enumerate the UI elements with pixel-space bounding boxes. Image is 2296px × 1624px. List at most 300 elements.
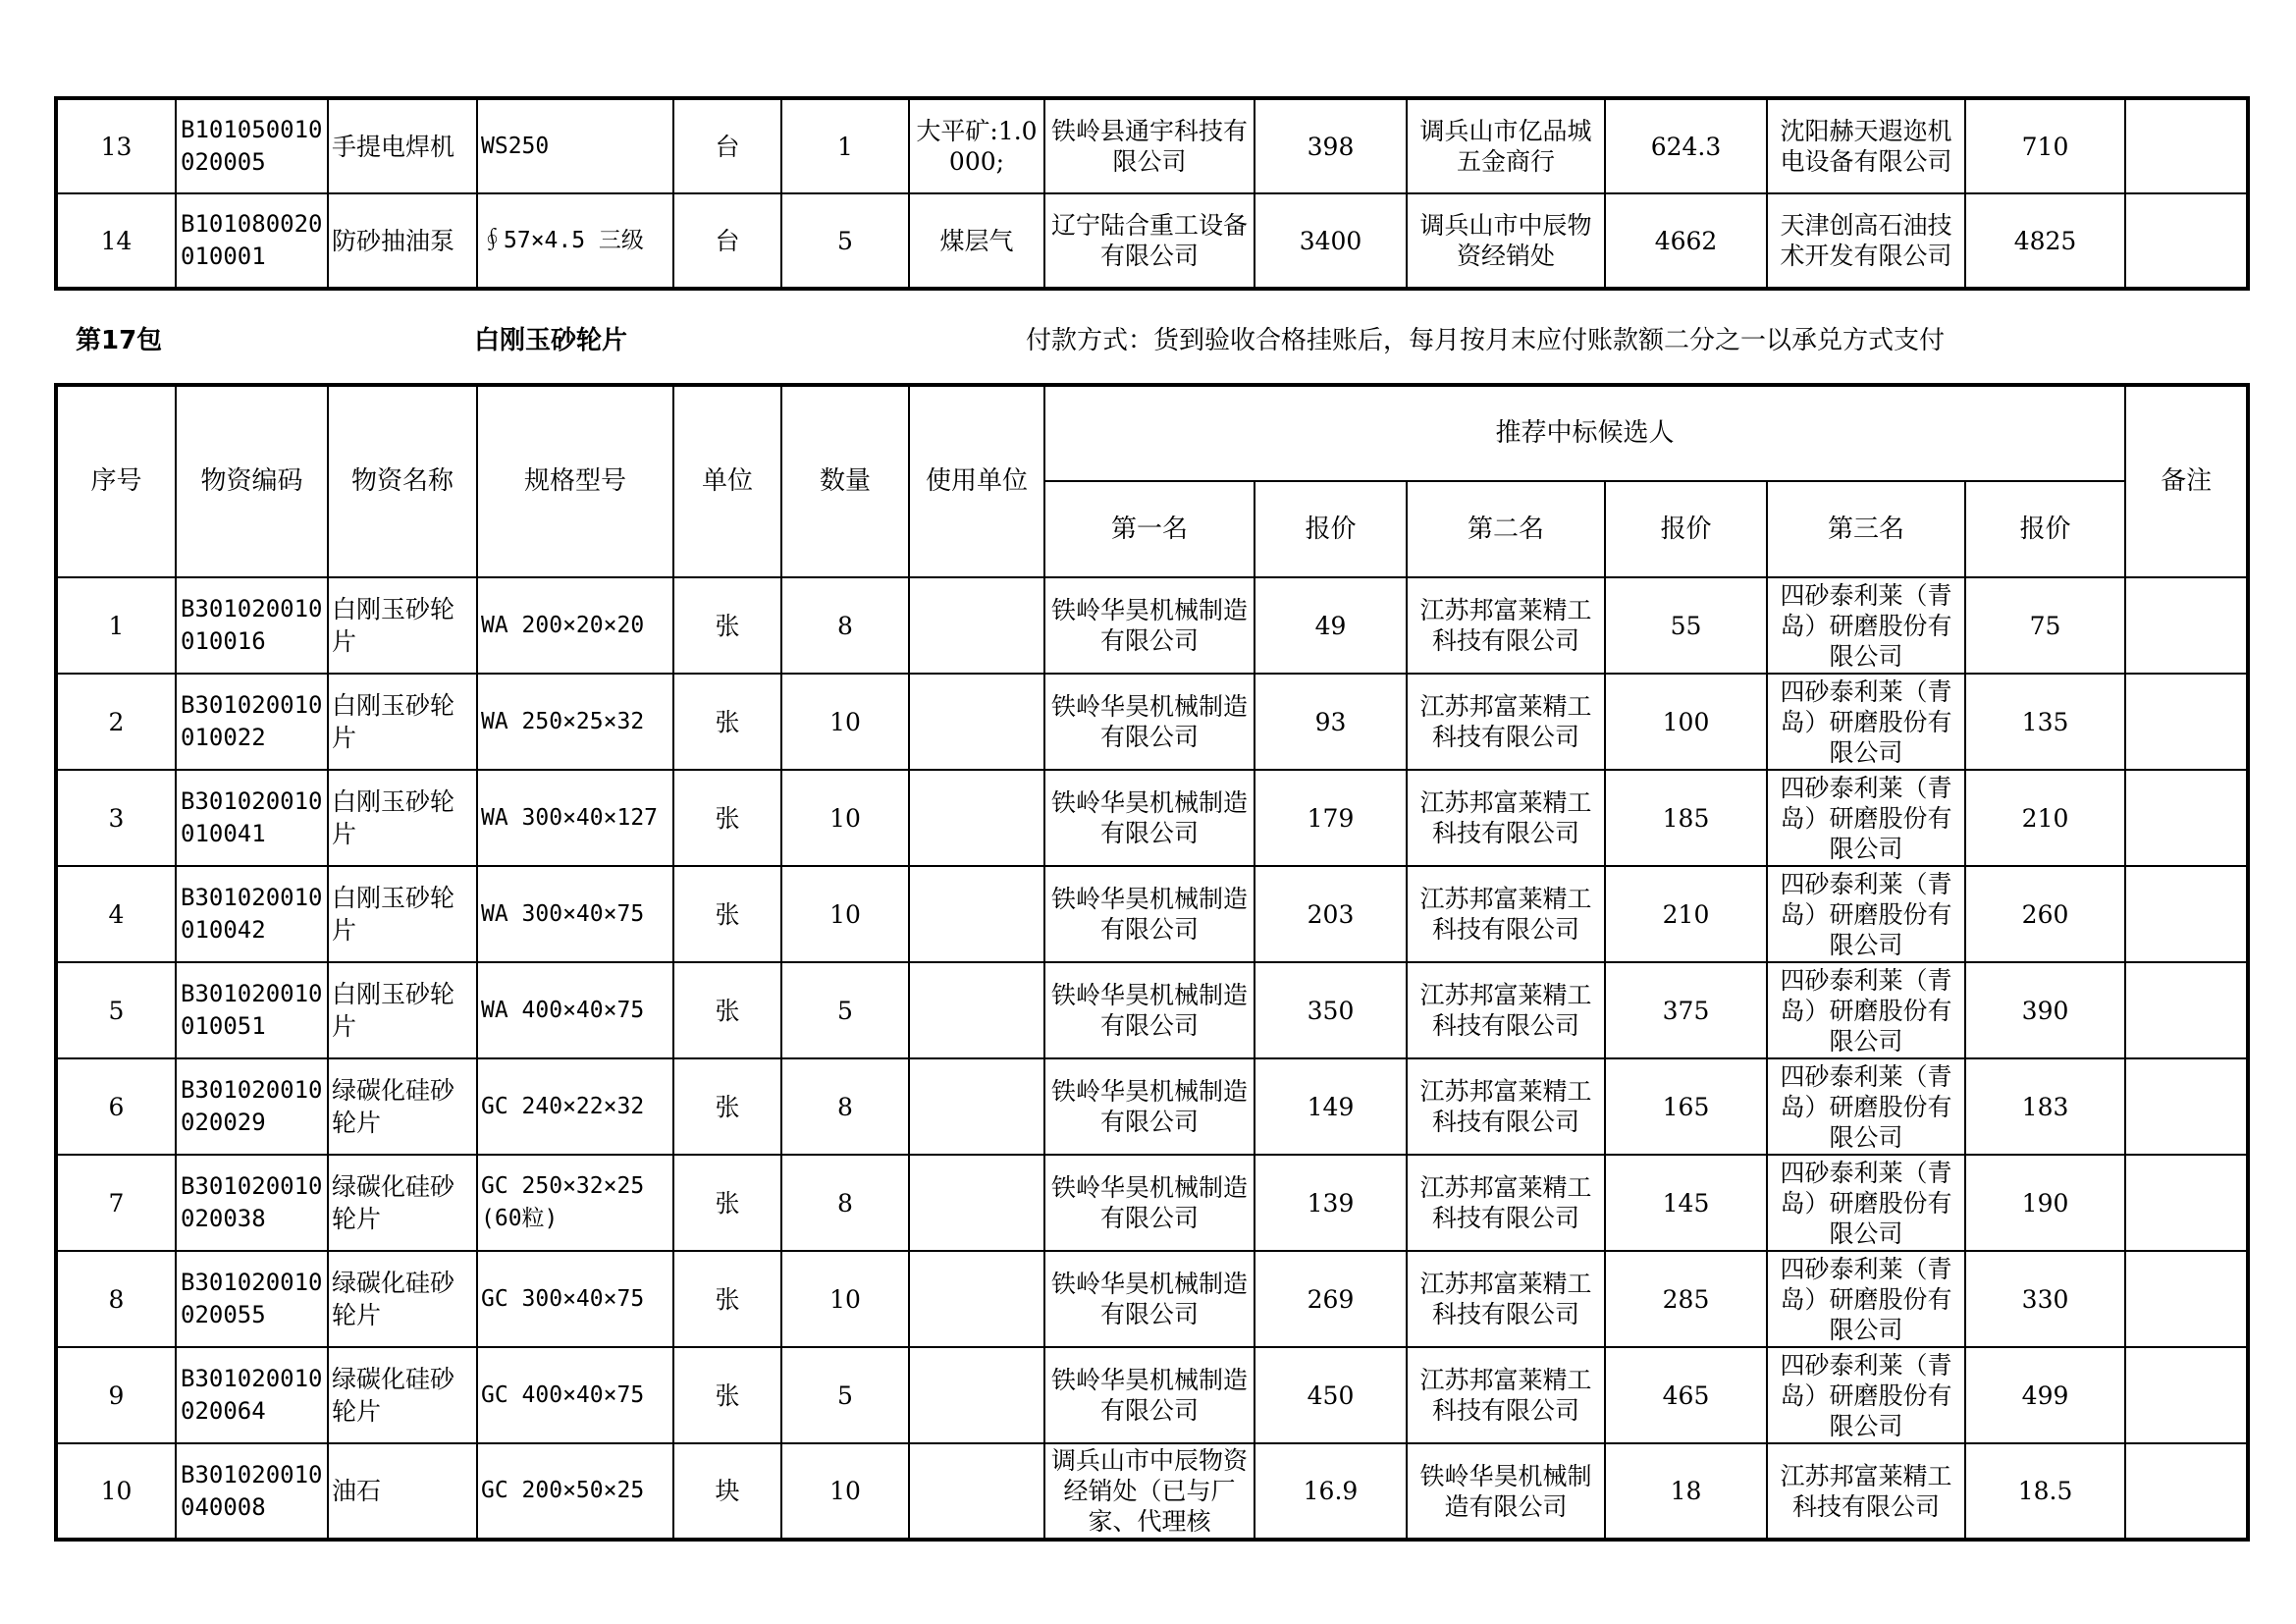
cell-second-candidate-text: 江苏邦富莱精工科技有限公司 <box>1419 692 1592 751</box>
cell-qty <box>781 1443 909 1540</box>
cell-first-candidate <box>1044 98 1255 193</box>
cell-user-text: 煤层气 <box>939 226 1014 255</box>
table-row <box>56 98 2248 193</box>
cell-note <box>2125 866 2248 962</box>
cell-spec-text: WA 200×20×20 <box>481 612 645 638</box>
col-header-first: 第一名 <box>1044 481 1255 577</box>
cell-price-2 <box>1605 674 1767 770</box>
cell-name <box>328 577 477 674</box>
cell-price-3 <box>1965 770 2125 866</box>
cell-code <box>176 1251 328 1347</box>
cell-spec <box>477 674 673 770</box>
cell-price-1 <box>1255 193 1407 289</box>
cell-price-1-text: 398 <box>1307 132 1355 161</box>
cell-third-candidate <box>1767 866 1965 962</box>
cell-second-candidate <box>1407 674 1605 770</box>
cell-third-candidate <box>1767 1251 1965 1347</box>
col-header-third: 第三名 <box>1767 481 1965 577</box>
cell-spec-text: GC 250×32×25(60粒) <box>481 1173 645 1231</box>
cell-name <box>328 193 477 289</box>
cell-qty-text: 10 <box>829 1284 861 1314</box>
cell-first-candidate-text: 铁岭华昊机械制造有限公司 <box>1050 981 1248 1040</box>
cell-unit-text: 张 <box>715 611 740 640</box>
cell-price-3-text: 390 <box>2021 996 2069 1025</box>
cell-code-text: B301020010020029 <box>181 1076 323 1136</box>
cell-first-candidate-text: 铁岭华昊机械制造有限公司 <box>1050 692 1248 751</box>
cell-spec-text: WS250 <box>481 133 550 159</box>
cell-spec-text: GC 400×40×75 <box>481 1381 645 1408</box>
cell-no <box>56 1155 176 1251</box>
cell-unit-text: 张 <box>715 1188 740 1218</box>
cell-note <box>2125 674 2248 770</box>
table-row <box>56 193 2248 289</box>
cell-price-2 <box>1605 1347 1767 1443</box>
cell-first-candidate <box>1044 1443 1255 1540</box>
cell-price-2 <box>1605 1251 1767 1347</box>
cell-no <box>56 98 176 193</box>
col-header-no: 序号 <box>56 385 176 577</box>
cell-name-text: 防砂抽油泵 <box>332 226 455 255</box>
table-row <box>56 962 2248 1058</box>
cell-price-3 <box>1965 1058 2125 1155</box>
cell-unit-text: 张 <box>715 707 740 736</box>
cell-unit <box>673 1155 781 1251</box>
cell-price-1 <box>1255 1058 1407 1155</box>
cell-name <box>328 674 477 770</box>
cell-price-3-text: 4825 <box>2013 226 2077 255</box>
previous-package-table <box>54 96 2250 291</box>
cell-unit <box>673 866 781 962</box>
cell-name-text: 绿碳化硅砂轮片 <box>332 1076 455 1137</box>
cell-user-text: 大平矿:1.0000; <box>916 117 1038 176</box>
cell-unit <box>673 674 781 770</box>
cell-second-candidate <box>1407 1058 1605 1155</box>
cell-no <box>56 577 176 674</box>
cell-third-candidate <box>1767 674 1965 770</box>
cell-price-3 <box>1965 98 2125 193</box>
cell-price-2 <box>1605 770 1767 866</box>
cell-code <box>176 193 328 289</box>
cell-no <box>56 1251 176 1347</box>
cell-qty <box>781 577 909 674</box>
cell-code-text: B301020010020055 <box>181 1269 323 1328</box>
cell-unit <box>673 193 781 289</box>
cell-price-2 <box>1605 98 1767 193</box>
cell-first-candidate <box>1044 1251 1255 1347</box>
cell-name <box>328 98 477 193</box>
cell-price-3 <box>1965 1155 2125 1251</box>
cell-note <box>2125 962 2248 1058</box>
cell-qty-text: 10 <box>829 803 861 833</box>
cell-third-candidate <box>1767 193 1965 289</box>
cell-first-candidate <box>1044 577 1255 674</box>
cell-spec-text: WA 300×40×127 <box>481 804 659 831</box>
cell-third-candidate-text: 四砂泰利莱（青岛）研磨股份有限公司 <box>1780 1350 1952 1440</box>
cell-third-candidate-text: 四砂泰利莱（青岛）研磨股份有限公司 <box>1780 1254 1952 1344</box>
cell-no <box>56 1058 176 1155</box>
cell-price-3-text: 499 <box>2021 1380 2069 1410</box>
cell-code <box>176 1155 328 1251</box>
cell-price-3 <box>1965 674 2125 770</box>
cell-qty-text: 1 <box>837 132 853 161</box>
cell-name-text: 白刚玉砂轮片 <box>332 980 455 1041</box>
cell-no <box>56 1443 176 1540</box>
cell-price-3-text: 190 <box>2021 1188 2069 1218</box>
cell-price-1 <box>1255 1155 1407 1251</box>
cell-code-text: B301020010010022 <box>181 691 323 751</box>
cell-spec-text: GC 200×50×25 <box>481 1478 645 1503</box>
cell-price-1-text: 203 <box>1307 899 1355 929</box>
cell-note <box>2125 1251 2248 1347</box>
cell-name <box>328 1251 477 1347</box>
cell-price-1-text: 269 <box>1307 1284 1355 1314</box>
cell-first-candidate-text: 铁岭华昊机械制造有限公司 <box>1050 596 1248 655</box>
cell-no <box>56 193 176 289</box>
cell-third-candidate-text: 四砂泰利莱（青岛）研磨股份有限公司 <box>1780 1158 1952 1248</box>
cell-price-2-text: 185 <box>1662 803 1710 833</box>
cell-note <box>2125 1058 2248 1155</box>
cell-price-2-text: 145 <box>1662 1188 1710 1218</box>
cell-qty-text: 5 <box>837 996 853 1025</box>
cell-third-candidate <box>1767 962 1965 1058</box>
cell-first-candidate <box>1044 866 1255 962</box>
cell-price-1-text: 49 <box>1314 611 1347 640</box>
cell-qty <box>781 1251 909 1347</box>
cell-third-candidate-text: 天津创高石油技术开发有限公司 <box>1780 211 1952 270</box>
cell-code <box>176 770 328 866</box>
cell-qty-text: 8 <box>837 1188 853 1218</box>
cell-first-candidate-text: 铁岭华昊机械制造有限公司 <box>1050 788 1248 847</box>
cell-second-candidate-text: 调兵山市亿品城五金商行 <box>1419 117 1592 176</box>
package-header <box>54 320 2246 359</box>
cell-note <box>2125 1347 2248 1443</box>
cell-third-candidate <box>1767 1443 1965 1540</box>
cell-price-1 <box>1255 674 1407 770</box>
cell-first-candidate-text: 铁岭华昊机械制造有限公司 <box>1050 885 1248 944</box>
cell-second-candidate <box>1407 770 1605 866</box>
cell-no-text: 9 <box>108 1380 125 1410</box>
cell-price-1 <box>1255 1443 1407 1540</box>
cell-third-candidate-text: 四砂泰利莱（青岛）研磨股份有限公司 <box>1780 677 1952 767</box>
cell-qty <box>781 98 909 193</box>
cell-unit-text: 张 <box>715 996 740 1025</box>
cell-unit-text: 张 <box>715 899 740 929</box>
cell-spec <box>477 1347 673 1443</box>
table-row <box>56 1058 2248 1155</box>
cell-qty <box>781 770 909 866</box>
cell-unit <box>673 577 781 674</box>
cell-unit <box>673 1251 781 1347</box>
cell-note <box>2125 577 2248 674</box>
cell-note <box>2125 1155 2248 1251</box>
cell-second-candidate-text: 江苏邦富莱精工科技有限公司 <box>1419 1077 1592 1136</box>
cell-user <box>909 866 1044 962</box>
cell-price-3-text: 75 <box>2029 611 2061 640</box>
cell-price-3-text: 183 <box>2021 1092 2069 1121</box>
cell-unit <box>673 1347 781 1443</box>
cell-third-candidate-text: 四砂泰利莱（青岛）研磨股份有限公司 <box>1780 1061 1952 1152</box>
cell-third-candidate <box>1767 577 1965 674</box>
cell-note <box>2125 770 2248 866</box>
cell-no <box>56 770 176 866</box>
cell-first-candidate-text: 铁岭华昊机械制造有限公司 <box>1050 1077 1248 1136</box>
header-row-1 <box>56 385 2248 481</box>
cell-spec-text: GC 300×40×75 <box>481 1285 645 1312</box>
cell-name-text: 绿碳化硅砂轮片 <box>332 1269 455 1329</box>
col-header-price-3: 报价 <box>1965 481 2125 577</box>
cell-price-1 <box>1255 1347 1407 1443</box>
cell-spec <box>477 577 673 674</box>
table-row <box>56 866 2248 962</box>
cell-name <box>328 866 477 962</box>
table-row <box>56 1347 2248 1443</box>
cell-note <box>2125 98 2248 193</box>
cell-second-candidate-text: 江苏邦富莱精工科技有限公司 <box>1419 981 1592 1040</box>
cell-price-1 <box>1255 577 1407 674</box>
cell-name-text: 油石 <box>332 1477 382 1505</box>
cell-price-2-text: 55 <box>1670 611 1702 640</box>
cell-first-candidate-text: 铁岭华昊机械制造有限公司 <box>1050 1270 1248 1328</box>
cell-name-text: 白刚玉砂轮片 <box>332 595 455 656</box>
cell-third-candidate <box>1767 1347 1965 1443</box>
cell-price-1-text: 149 <box>1307 1092 1355 1121</box>
cell-third-candidate-text: 四砂泰利莱（青岛）研磨股份有限公司 <box>1780 869 1952 959</box>
cell-price-3 <box>1965 1251 2125 1347</box>
col-header-unit: 单位 <box>673 385 781 577</box>
cell-qty <box>781 1058 909 1155</box>
cell-price-2-text: 465 <box>1662 1380 1710 1410</box>
package-17-table <box>54 383 2250 1542</box>
cell-first-candidate <box>1044 1155 1255 1251</box>
cell-first-candidate <box>1044 193 1255 289</box>
cell-unit <box>673 962 781 1058</box>
cell-user <box>909 1155 1044 1251</box>
cell-user <box>909 577 1044 674</box>
package-number: 第17包 <box>76 326 163 355</box>
cell-first-candidate-text: 铁岭县通宇科技有限公司 <box>1050 117 1248 176</box>
cell-price-3 <box>1965 193 2125 289</box>
table-row <box>56 577 2248 674</box>
cell-code <box>176 866 328 962</box>
cell-qty <box>781 866 909 962</box>
cell-code-text: B301020010020064 <box>181 1365 323 1425</box>
cell-no <box>56 1347 176 1443</box>
cell-second-candidate <box>1407 1347 1605 1443</box>
cell-code <box>176 962 328 1058</box>
cell-third-candidate-text: 沈阳赫天遐迩机电设备有限公司 <box>1780 117 1952 176</box>
cell-name <box>328 1347 477 1443</box>
cell-user <box>909 193 1044 289</box>
col-header-price-2: 报价 <box>1605 481 1767 577</box>
cell-spec-text: WA 300×40×75 <box>481 900 645 927</box>
cell-no-text: 13 <box>100 132 133 161</box>
cell-price-2 <box>1605 1058 1767 1155</box>
cell-second-candidate <box>1407 98 1605 193</box>
cell-user <box>909 1058 1044 1155</box>
col-header-note: 备注 <box>2125 385 2248 577</box>
cell-second-candidate-text: 铁岭华昊机械制造有限公司 <box>1419 1461 1592 1521</box>
cell-spec <box>477 770 673 866</box>
cell-spec <box>477 1251 673 1347</box>
cell-price-2 <box>1605 866 1767 962</box>
cell-qty <box>781 962 909 1058</box>
cell-qty <box>781 193 909 289</box>
cell-second-candidate <box>1407 577 1605 674</box>
cell-third-candidate <box>1767 98 1965 193</box>
cell-user <box>909 674 1044 770</box>
cell-name-text: 白刚玉砂轮片 <box>332 787 455 848</box>
cell-third-candidate-text: 四砂泰利莱（青岛）研磨股份有限公司 <box>1780 965 1952 1056</box>
cell-qty-text: 5 <box>837 1380 853 1410</box>
cell-price-3 <box>1965 1347 2125 1443</box>
cell-first-candidate <box>1044 674 1255 770</box>
cell-name-text: 绿碳化硅砂轮片 <box>332 1365 455 1426</box>
cell-price-1-text: 93 <box>1314 707 1347 736</box>
cell-second-candidate-text: 江苏邦富莱精工科技有限公司 <box>1419 1173 1592 1232</box>
col-header-candidates: 推荐中标候选人 <box>1044 385 2125 481</box>
cell-price-2 <box>1605 1443 1767 1540</box>
cell-no-text: 3 <box>108 803 125 833</box>
cell-price-1 <box>1255 866 1407 962</box>
cell-second-candidate <box>1407 866 1605 962</box>
cell-spec <box>477 1443 673 1540</box>
cell-unit-text: 台 <box>715 132 740 161</box>
package-title: 白刚玉砂轮片 <box>474 326 628 355</box>
cell-spec-text: WA 250×25×32 <box>481 708 645 734</box>
cell-name <box>328 1155 477 1251</box>
cell-qty-text: 10 <box>829 899 861 929</box>
cell-price-2 <box>1605 1155 1767 1251</box>
col-header-spec: 规格型号 <box>477 385 673 577</box>
cell-price-3 <box>1965 962 2125 1058</box>
cell-code-text: B301020010010051 <box>181 980 323 1040</box>
cell-user <box>909 1347 1044 1443</box>
cell-spec <box>477 98 673 193</box>
cell-unit <box>673 98 781 193</box>
cell-price-1-text: 350 <box>1307 996 1355 1025</box>
cell-name <box>328 1443 477 1540</box>
cell-price-2-text: 18 <box>1670 1477 1702 1505</box>
cell-qty-text: 10 <box>829 707 861 736</box>
cell-qty <box>781 1347 909 1443</box>
cell-second-candidate-text: 江苏邦富莱精工科技有限公司 <box>1419 788 1592 847</box>
cell-qty-text: 10 <box>829 1477 861 1505</box>
cell-price-1-text: 179 <box>1307 803 1355 833</box>
cell-price-3-text: 260 <box>2021 899 2069 929</box>
cell-unit <box>673 1443 781 1540</box>
cell-first-candidate-text: 辽宁陆合重工设备有限公司 <box>1050 211 1248 270</box>
cell-second-candidate <box>1407 1155 1605 1251</box>
cell-price-3-text: 135 <box>2021 707 2069 736</box>
cell-unit-text: 张 <box>715 1284 740 1314</box>
cell-price-2-text: 100 <box>1662 707 1710 736</box>
cell-no-text: 1 <box>108 611 125 640</box>
cell-third-candidate <box>1767 1155 1965 1251</box>
table-row <box>56 1443 2248 1540</box>
cell-first-candidate <box>1044 1058 1255 1155</box>
cell-third-candidate <box>1767 770 1965 866</box>
cell-first-candidate <box>1044 962 1255 1058</box>
cell-spec <box>477 962 673 1058</box>
cell-first-candidate-text: 铁岭华昊机械制造有限公司 <box>1050 1366 1248 1425</box>
cell-no <box>56 962 176 1058</box>
cell-price-3-text: 210 <box>2021 803 2069 833</box>
cell-code <box>176 1058 328 1155</box>
cell-second-candidate-text: 江苏邦富莱精工科技有限公司 <box>1419 1270 1592 1328</box>
table-row <box>56 770 2248 866</box>
cell-no-text: 4 <box>108 899 125 929</box>
cell-qty-text: 8 <box>837 1092 853 1121</box>
cell-no-text: 10 <box>100 1477 133 1505</box>
cell-price-1 <box>1255 1251 1407 1347</box>
table-row <box>56 674 2248 770</box>
cell-user <box>909 98 1044 193</box>
cell-code <box>176 98 328 193</box>
cell-note <box>2125 1443 2248 1540</box>
cell-price-2 <box>1605 193 1767 289</box>
cell-first-candidate <box>1044 770 1255 866</box>
cell-no-text: 6 <box>108 1092 125 1121</box>
cell-price-3-text: 18.5 <box>2017 1477 2073 1505</box>
cell-user <box>909 1251 1044 1347</box>
cell-name-text: 白刚玉砂轮片 <box>332 691 455 752</box>
cell-unit-text: 张 <box>715 1380 740 1410</box>
col-header-second: 第二名 <box>1407 481 1605 577</box>
cell-note <box>2125 193 2248 289</box>
cell-code-text: B301020010010041 <box>181 787 323 847</box>
cell-second-candidate-text: 江苏邦富莱精工科技有限公司 <box>1419 596 1592 655</box>
cell-name <box>328 1058 477 1155</box>
cell-price-3 <box>1965 1443 2125 1540</box>
cell-code <box>176 674 328 770</box>
cell-price-1 <box>1255 98 1407 193</box>
cell-price-2-text: 4662 <box>1654 226 1718 255</box>
cell-name-text: 绿碳化硅砂轮片 <box>332 1172 455 1233</box>
cell-code <box>176 1443 328 1540</box>
cell-code-text: B301020010020038 <box>181 1172 323 1232</box>
cell-no-text: 5 <box>108 996 125 1025</box>
cell-no <box>56 674 176 770</box>
cell-no-text: 14 <box>100 226 133 255</box>
cell-price-1-text: 3400 <box>1299 226 1362 255</box>
cell-price-3 <box>1965 577 2125 674</box>
cell-first-candidate-text: 调兵山市中辰物资经销处（已与厂家、代理核 <box>1050 1446 1248 1536</box>
cell-unit <box>673 1058 781 1155</box>
cell-user <box>909 1443 1044 1540</box>
cell-price-2-text: 624.3 <box>1650 132 1722 161</box>
cell-qty <box>781 1155 909 1251</box>
cell-name <box>328 962 477 1058</box>
cell-price-2-text: 375 <box>1662 996 1710 1025</box>
cell-second-candidate-text: 调兵山市中辰物资经销处 <box>1419 211 1592 270</box>
cell-unit <box>673 770 781 866</box>
col-header-user: 使用单位 <box>909 385 1044 577</box>
cell-second-candidate <box>1407 193 1605 289</box>
cell-price-1-text: 450 <box>1307 1380 1355 1410</box>
cell-no-text: 2 <box>108 707 125 736</box>
cell-price-1 <box>1255 962 1407 1058</box>
cell-code-text: B101080020010001 <box>181 210 323 270</box>
cell-unit-text: 张 <box>715 803 740 833</box>
cell-code-text: B101050010020005 <box>181 116 323 176</box>
cell-no <box>56 866 176 962</box>
cell-third-candidate-text: 四砂泰利莱（青岛）研磨股份有限公司 <box>1780 773 1952 863</box>
table-row <box>56 1251 2248 1347</box>
payment-terms: 付款方式：货到验收合格挂账后，每月按月末应付账款额二分之一以承兑方式支付 <box>1026 326 1946 355</box>
cell-unit-text: 张 <box>715 1092 740 1121</box>
cell-spec-text: WA 400×40×75 <box>481 997 645 1023</box>
cell-second-candidate-text: 江苏邦富莱精工科技有限公司 <box>1419 885 1592 944</box>
